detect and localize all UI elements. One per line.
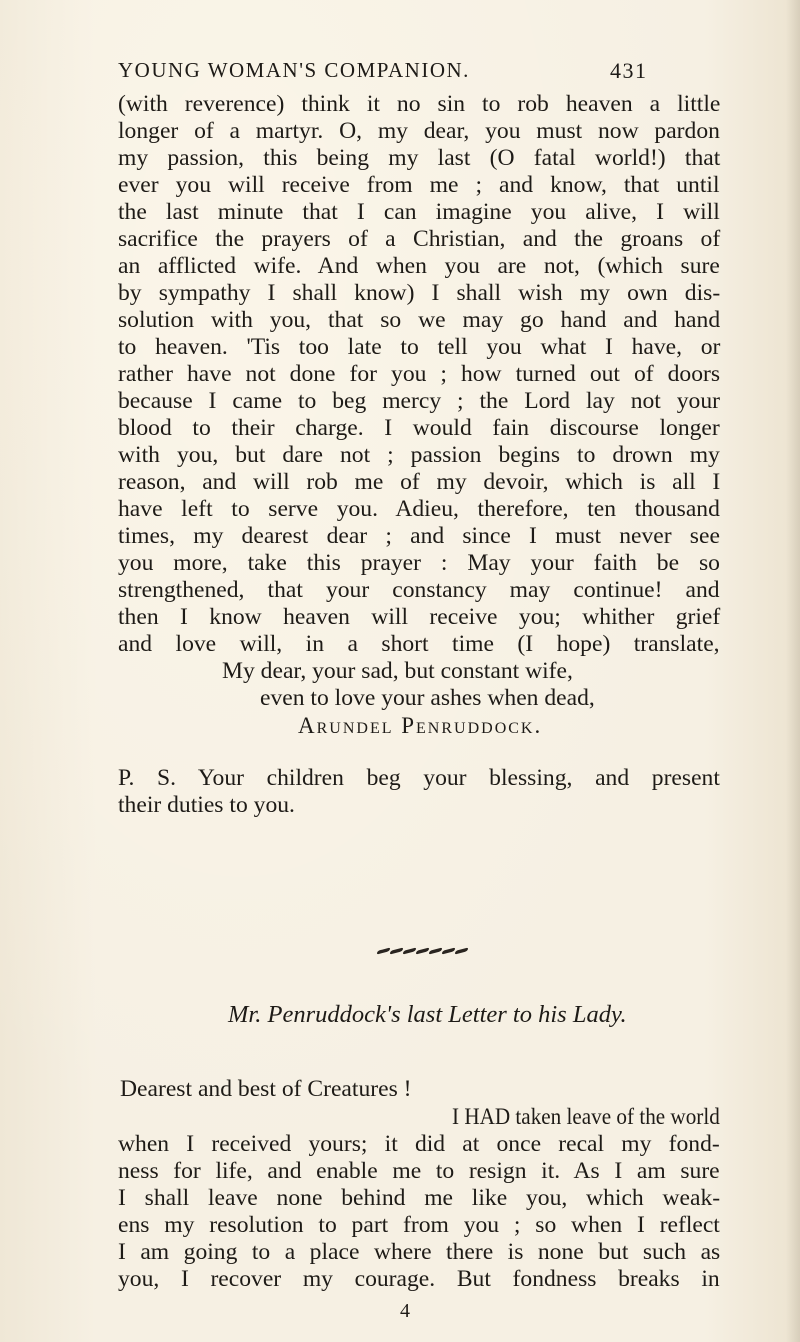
letter-title: Mr. Penruddock's last Letter to his Lady. — [228, 1001, 627, 1028]
text-line: to heaven. 'Tis too late to tell you what I have, or — [118, 334, 721, 360]
text-line: you more, take this prayer : May your faith be so — [118, 550, 720, 576]
postscript-line: their duties to you. — [118, 792, 295, 818]
text-line: ness for life, and enable me to resign it. As I am sure — [118, 1158, 720, 1184]
text-line: I shall leave none behind me like you, which weak- — [118, 1185, 721, 1211]
signature: Arundel Penruddock. — [298, 713, 543, 738]
text-line: and love will, in a short time (I hope) translate, — [118, 631, 720, 657]
text-line: by sympathy I shall know) I shall wish my own dis- — [118, 280, 721, 306]
text-line: an afflicted wife. And when you are not, (which sure — [118, 253, 720, 279]
text-line: when I received yours; it did at once recal my fond- — [118, 1131, 720, 1157]
text-line: have left to serve you. Adieu, therefore, ten thousand — [118, 496, 720, 522]
salutation: Dearest and best of Creatures ! — [120, 1076, 412, 1102]
closing-line: even to love your ashes when dead, — [260, 685, 595, 711]
text-line: I am going to a place where there is none but such as — [118, 1239, 721, 1265]
text-line: then I know heaven will receive you; whither grief — [118, 604, 721, 630]
text-line: reason, and will rob me of my devoir, which is all I — [118, 469, 721, 495]
text-line: ever you will receive from me ; and know, that until — [118, 172, 720, 198]
text-line: solution with you, that so we may go hand and hand — [118, 307, 721, 333]
text-line: the last minute that I can imagine you alive, I will — [118, 199, 720, 225]
ornamental-rule — [378, 940, 478, 952]
text-line: (with reverence) think it no sin to rob heaven a little — [118, 91, 721, 117]
text-line: strengthened, that your constancy may continue! and — [118, 577, 720, 603]
running-head: YOUNG WOMAN'S COMPANION. — [118, 58, 470, 82]
signature-mark: 4 — [400, 1300, 410, 1322]
text-line: sacrifice the prayers of a Christian, and the groans of — [118, 226, 721, 252]
text-line: longer of a martyr. O, my dear, you must now pardon — [118, 118, 720, 144]
postscript-line: P. S. Your children beg your blessing, and present — [118, 765, 720, 791]
text-line: because I came to beg mercy ; the Lord lay not your — [118, 388, 721, 414]
page-edge-shadow — [786, 0, 800, 1342]
page-header — [118, 58, 718, 88]
text-line: you, I recover my courage. But fondness breaks in — [118, 1266, 720, 1292]
text-line: I HAD taken leave of the world — [452, 1104, 720, 1130]
closing-line: My dear, your sad, but constant wife, — [222, 658, 573, 684]
text-line: my passion, this being my last (O fatal world!) that — [118, 145, 721, 171]
text-line: with you, but dare not ; passion begins to drown my — [118, 442, 720, 468]
text-line: times, my dearest dear ; and since I must never see — [118, 523, 720, 549]
page-number: 431 — [610, 58, 648, 83]
text-line: rather have not done for you ; how turned out of doors — [118, 361, 721, 387]
text-line: blood to their charge. I would fain discourse longer — [118, 415, 720, 441]
text-line: ens my resolution to part from you ; so when I reflect — [118, 1212, 720, 1238]
